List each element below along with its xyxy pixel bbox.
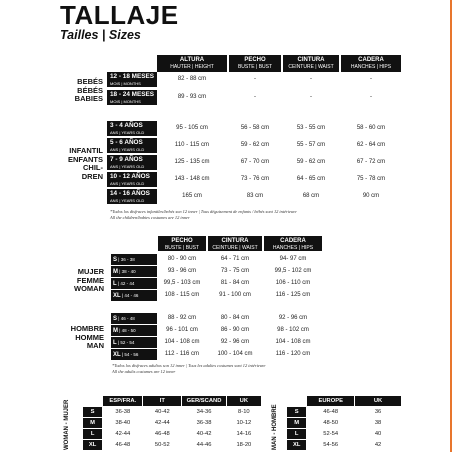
adult-size-box: S | 36 - 38: [111, 254, 157, 265]
kids-measure-cell: 67 - 72 cm: [356, 159, 386, 165]
conversion-cell: 40: [355, 429, 402, 440]
adult-measure-cell: 64 - 71 cm: [220, 256, 250, 262]
kids-measure-cell: 68 cm: [302, 193, 320, 199]
adult-measure-cell: 92 - 96 cm: [278, 315, 308, 321]
kids-measure-cell: 59 - 62 cm: [240, 142, 270, 148]
adult-size-box: M | 38 - 40: [111, 266, 157, 277]
infants-label: INFANTIL ENFANTS CHIL- DREN: [67, 146, 103, 181]
conversion-cell: 10-12: [226, 418, 261, 429]
adult-measure-cell: 81 - 84 cm: [220, 280, 250, 286]
conversion-cell: 18-20: [226, 440, 261, 451]
conversion-header: IT: [143, 396, 182, 407]
conversion-size-key: M: [287, 418, 307, 429]
kids-measure-cell: 59 - 62 cm: [296, 159, 326, 165]
kids-measure-cell: 64 - 65 cm: [296, 176, 326, 182]
conversion-cell: 48-50: [307, 418, 355, 429]
adult-size-box: M | 48 - 50: [111, 325, 157, 336]
conversion-size-key: XL: [83, 440, 103, 451]
conversion-size-key: S: [287, 407, 307, 418]
adult-measure-cell: 80 - 90 cm: [167, 256, 197, 262]
adult-measure-cell: 104 - 108 cm: [164, 339, 200, 345]
adult-measure-cell: 99,5 - 103 cm: [163, 280, 201, 286]
babies-label: BEBÉS BÉBÉS BABIES: [74, 77, 103, 103]
adults-header-hips: CADERA HANCHES | HIPS: [264, 236, 322, 251]
adult-measure-cell: 100 - 104 cm: [217, 351, 253, 357]
kids-age-box: 14 - 16 AÑOS ANS | YEARS OLD: [107, 189, 157, 204]
conversion-cell: 46-48: [103, 440, 143, 451]
adult-measure-cell: 88 - 92 cm: [167, 315, 197, 321]
conversion-size-key: L: [83, 429, 103, 440]
kids-age-box: 12 - 18 MESES MOIS | MONTHS: [107, 72, 157, 87]
conversion-cell: 52-54: [307, 429, 355, 440]
kids-measure-cell: -: [310, 76, 312, 82]
kids-measure-cell: 56 - 58 cm: [240, 125, 270, 131]
adult-size-box: L | 42 - 44: [111, 278, 157, 289]
adults-note: *Todos los disfraces adultos son 12 inner | Tous les adultes costumes sont 12 intérieure All the adults costumes are 12 inner: [112, 363, 266, 374]
adult-measure-cell: 108 - 115 cm: [164, 292, 200, 298]
conversion-header: GER/SCAND: [182, 396, 226, 407]
conversion-header: EUROPE: [307, 396, 355, 407]
kids-measure-cell: 125 - 135 cm: [174, 159, 210, 165]
conversion-cell: 50-52: [143, 440, 182, 451]
adults-header-waist: CINTURA CEINTURE | WAIST: [208, 236, 262, 251]
adult-measure-cell: 73 - 75 cm: [220, 268, 250, 274]
conversion-cell: 36: [355, 407, 402, 418]
conversion-cell: 46-48: [307, 407, 355, 418]
page-subtitle: Tailles | Sizes: [60, 28, 141, 42]
conversion-cell: 34-36: [182, 407, 226, 418]
conversion-cell: 38-40: [103, 418, 143, 429]
adult-size-box: XL | 54 - 56: [111, 349, 157, 360]
kids-header-bust: PECHO BUSTE | BUST: [229, 55, 281, 72]
adult-measure-cell: 92 - 96 cm: [220, 339, 250, 345]
kids-measure-cell: 143 - 148 cm: [174, 176, 210, 182]
conversion-cell: 40-42: [143, 407, 182, 418]
adult-size-box: L | 52 - 54: [111, 337, 157, 348]
conversion-header: UK: [226, 396, 261, 407]
kids-measure-cell: 62 - 64 cm: [356, 142, 386, 148]
adult-measure-cell: 96 - 101 cm: [166, 327, 198, 333]
adult-measure-cell: 80 - 84 cm: [220, 315, 250, 321]
kids-measure-cell: 55 - 57 cm: [296, 142, 326, 148]
men-label: HOMBRE HOMME MAN: [70, 324, 104, 350]
men-conversion-table: [286, 395, 402, 451]
adult-measure-cell: 91 - 100 cm: [219, 292, 251, 298]
women-conversion-side-label: WOMAN - MUJER: [64, 399, 70, 450]
kids-age-box: 18 - 24 MESES MOIS | MONTHS: [107, 90, 157, 105]
conversion-cell: 38: [355, 418, 402, 429]
kids-header-height: ALTURA HAUTER | HEIGHT: [157, 55, 227, 72]
kids-age-box: 5 - 6 AÑOS ANS | YEARS OLD: [107, 138, 157, 153]
conversion-corner: [83, 396, 103, 407]
conversion-corner: [287, 396, 307, 407]
kids-measure-cell: 89 - 93 cm: [177, 94, 207, 100]
conversion-cell: 54-56: [307, 440, 355, 451]
adult-measure-cell: 93 - 96 cm: [167, 268, 197, 274]
kids-measure-cell: 82 - 88 cm: [177, 76, 207, 82]
kids-measure-cell: -: [370, 76, 372, 82]
conversion-cell: 42-44: [143, 418, 182, 429]
adult-measure-cell: 104 - 108 cm: [275, 339, 311, 345]
conversion-cell: 36-38: [103, 407, 143, 418]
conversion-cell: 36-38: [182, 418, 226, 429]
adult-measure-cell: 86 - 90 cm: [220, 327, 250, 333]
adult-size-box: S | 46 - 48: [111, 313, 157, 324]
conversion-cell: 14-16: [226, 429, 261, 440]
adult-measure-cell: 116 - 125 cm: [275, 292, 311, 298]
conversion-cell: 8-10: [226, 407, 261, 418]
adult-measure-cell: 112 - 116 cm: [164, 351, 200, 357]
kids-measure-cell: 67 - 70 cm: [240, 159, 270, 165]
conversion-header: UK: [355, 396, 402, 407]
adult-measure-cell: 116 - 120 cm: [275, 351, 311, 357]
conversion-size-key: L: [287, 429, 307, 440]
kids-measure-cell: 53 - 55 cm: [296, 125, 326, 131]
kids-age-box: 10 - 12 AÑOS ANS | YEARS OLD: [107, 172, 157, 187]
kids-measure-cell: -: [254, 94, 256, 100]
conversion-cell: 46-48: [143, 429, 182, 440]
kids-measure-cell: -: [370, 94, 372, 100]
conversion-size-key: XL: [287, 440, 307, 451]
kids-measure-cell: 90 cm: [362, 193, 380, 199]
kids-measure-cell: 75 - 78 cm: [356, 176, 386, 182]
kids-measure-cell: -: [310, 94, 312, 100]
kids-header-waist: CINTURA CEINTURE | WAIST: [283, 55, 339, 72]
conversion-cell: 42: [355, 440, 402, 451]
kids-measure-cell: 95 - 105 cm: [176, 125, 208, 131]
kids-measure-cell: -: [254, 76, 256, 82]
kids-note: *Todos los disfraces infantiles/bebés son 12 inner | Tous déguisement de enfants / bébés sont 12 intérieure All the children/babies costumes are 12 inner: [110, 209, 297, 220]
kids-measure-cell: 83 cm: [246, 193, 264, 199]
conversion-cell: 42-44: [103, 429, 143, 440]
kids-measure-cell: 110 - 115 cm: [174, 142, 210, 148]
conversion-cell: 44-46: [182, 440, 226, 451]
kids-age-box: 7 - 9 AÑOS ANS | YEARS OLD: [107, 155, 157, 170]
adult-measure-cell: 99,5 - 102 cm: [274, 268, 312, 274]
page-title: TALLAJE: [60, 0, 179, 30]
adult-measure-cell: 98 - 102 cm: [277, 327, 309, 333]
kids-header-hips: CADERA HANCHES | HIPS: [341, 55, 401, 72]
adult-size-box: XL | 44 - 46: [111, 290, 157, 301]
kids-measure-cell: 73 - 76 cm: [240, 176, 270, 182]
men-conversion-side-label: MAN - HOMBRE: [272, 404, 278, 450]
conversion-cell: 40-42: [182, 429, 226, 440]
conversion-size-key: S: [83, 407, 103, 418]
women-label: MUJER FEMME WOMAN: [74, 267, 104, 293]
kids-measure-cell: 165 cm: [182, 193, 202, 199]
women-conversion-table: [82, 395, 262, 451]
adult-measure-cell: 106 - 110 cm: [275, 280, 311, 286]
conversion-size-key: M: [83, 418, 103, 429]
kids-age-box: 3 - 4 AÑOS ANS | YEARS OLD: [107, 121, 157, 136]
conversion-header: ESP/FRA.: [103, 396, 143, 407]
adults-header-bust: PECHO BUSTE | BUST: [158, 236, 206, 251]
kids-measure-cell: 58 - 60 cm: [356, 125, 386, 131]
adult-measure-cell: 94- 97 cm: [279, 256, 307, 262]
